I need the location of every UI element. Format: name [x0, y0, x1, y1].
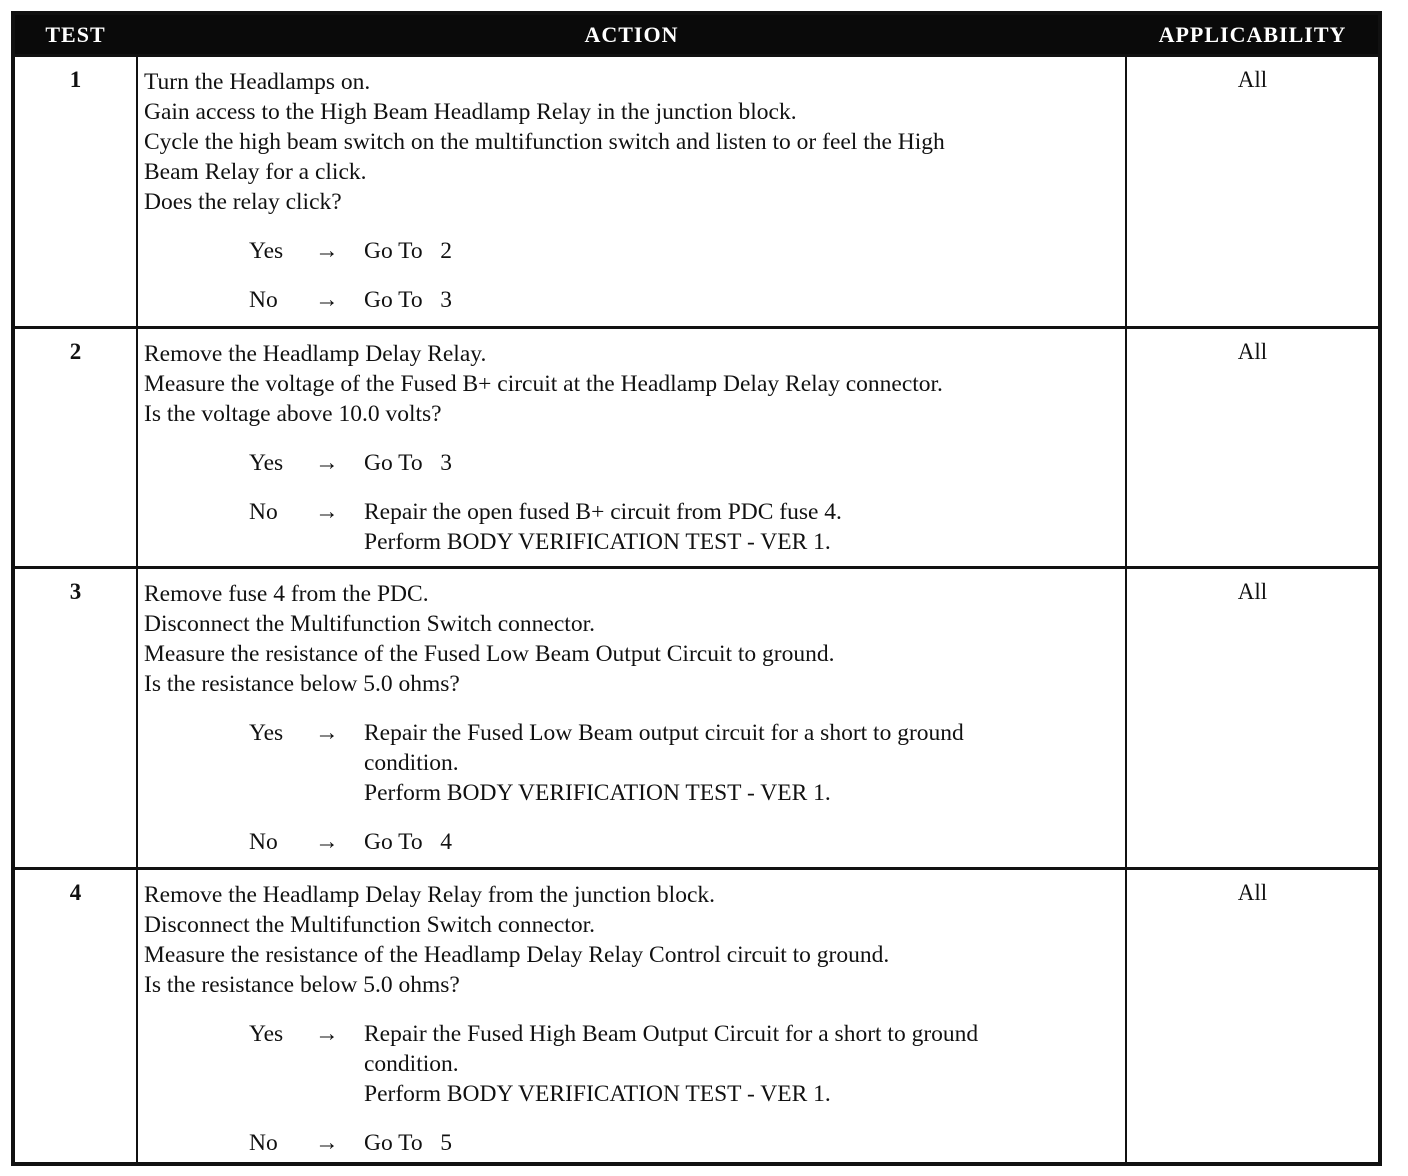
header-action: ACTION — [584, 22, 679, 47]
step-text: Disconnect the Multifunction Switch connector. — [144, 912, 595, 938]
applicability-cell: All — [1237, 339, 1268, 364]
step-text: Turn the Headlamps on. — [144, 69, 371, 95]
step-text: Measure the resistance of the Headlamp Delay Relay Control circuit to ground. — [144, 942, 890, 968]
step-text: Measure the resistance of the Fused Low Beam Output Circuit to ground. — [144, 641, 835, 667]
no-result: Perform BODY VERIFICATION TEST - VER 1. — [364, 529, 831, 555]
table-row — [15, 566, 1378, 867]
action-cell — [144, 880, 1129, 1158]
arrow-icon: → — [315, 499, 339, 525]
step-text: Beam Relay for a click. — [144, 159, 367, 185]
action-cell — [144, 67, 1129, 315]
step-text: Measure the voltage of the Fused B+ circuit at the Headlamp Delay Relay connector. — [144, 371, 943, 397]
yes-result: Go To 3 — [364, 450, 453, 476]
no-label: No — [249, 1130, 278, 1156]
yes-option — [144, 1019, 1129, 1109]
applicability-cell: All — [1237, 579, 1268, 604]
no-result: Go To 5 — [364, 1130, 453, 1156]
arrow-icon: → — [315, 287, 339, 313]
test-number: 3 — [69, 579, 82, 604]
no-result: Go To 3 — [364, 287, 453, 313]
yes-label: Yes — [249, 450, 284, 476]
no-option — [144, 1128, 1129, 1158]
no-result: Go To 4 — [364, 829, 453, 855]
yes-result: Repair the Fused Low Beam output circuit for a short to ground — [364, 720, 964, 746]
no-option — [144, 285, 1129, 315]
step-text: Remove the Headlamp Delay Relay. — [144, 341, 487, 367]
header-test: TEST — [45, 22, 106, 47]
arrow-icon: → — [315, 1021, 339, 1047]
yes-result: Perform BODY VERIFICATION TEST - VER 1. — [364, 1081, 831, 1107]
step-text: Does the relay click? — [144, 189, 342, 215]
yes-label: Yes — [249, 238, 284, 264]
yes-result: condition. — [364, 1051, 459, 1077]
arrow-icon: → — [315, 238, 339, 264]
no-label: No — [249, 499, 278, 525]
test-number: 1 — [69, 67, 82, 92]
applicability-cell: All — [1237, 67, 1268, 92]
arrow-icon: → — [315, 829, 339, 855]
step-text: Cycle the high beam switch on the multifunction switch and listen to or feel the High — [144, 129, 945, 155]
table-row — [15, 867, 1378, 1162]
action-cell — [144, 579, 1129, 857]
step-text: Is the resistance below 5.0 ohms? — [144, 671, 460, 697]
yes-option — [144, 718, 1129, 808]
diagnostic-table — [11, 11, 1382, 1166]
action-cell — [144, 339, 1129, 557]
yes-result: Repair the Fused High Beam Output Circuit for a short to ground — [364, 1021, 979, 1047]
table-row — [15, 54, 1378, 326]
yes-label: Yes — [249, 1021, 284, 1047]
no-result: Repair the open fused B+ circuit from PDC fuse 4. — [364, 499, 842, 525]
yes-label: Yes — [249, 720, 284, 746]
test-number: 4 — [69, 880, 82, 905]
arrow-icon: → — [315, 720, 339, 746]
yes-result: Perform BODY VERIFICATION TEST - VER 1. — [364, 780, 831, 806]
yes-result: condition. — [364, 750, 459, 776]
step-text: Remove the Headlamp Delay Relay from the junction block. — [144, 882, 716, 908]
yes-option — [144, 236, 1129, 266]
no-option — [144, 827, 1129, 857]
test-number: 2 — [69, 339, 82, 364]
applicability-cell: All — [1237, 880, 1268, 905]
no-option — [144, 497, 1129, 557]
step-text: Is the resistance below 5.0 ohms? — [144, 972, 460, 998]
table-header — [15, 15, 1378, 54]
step-text: Is the voltage above 10.0 volts? — [144, 401, 442, 427]
arrow-icon: → — [315, 1130, 339, 1156]
arrow-icon: → — [315, 450, 339, 476]
table-row — [15, 326, 1378, 566]
step-text: Gain access to the High Beam Headlamp Relay in the junction block. — [144, 99, 797, 125]
step-text: Remove fuse 4 from the PDC. — [144, 581, 429, 607]
no-label: No — [249, 829, 278, 855]
yes-option — [144, 448, 1129, 478]
yes-result: Go To 2 — [364, 238, 453, 264]
no-label: No — [249, 287, 278, 313]
step-text: Disconnect the Multifunction Switch connector. — [144, 611, 595, 637]
header-applicability: APPLICABILITY — [1158, 22, 1347, 47]
